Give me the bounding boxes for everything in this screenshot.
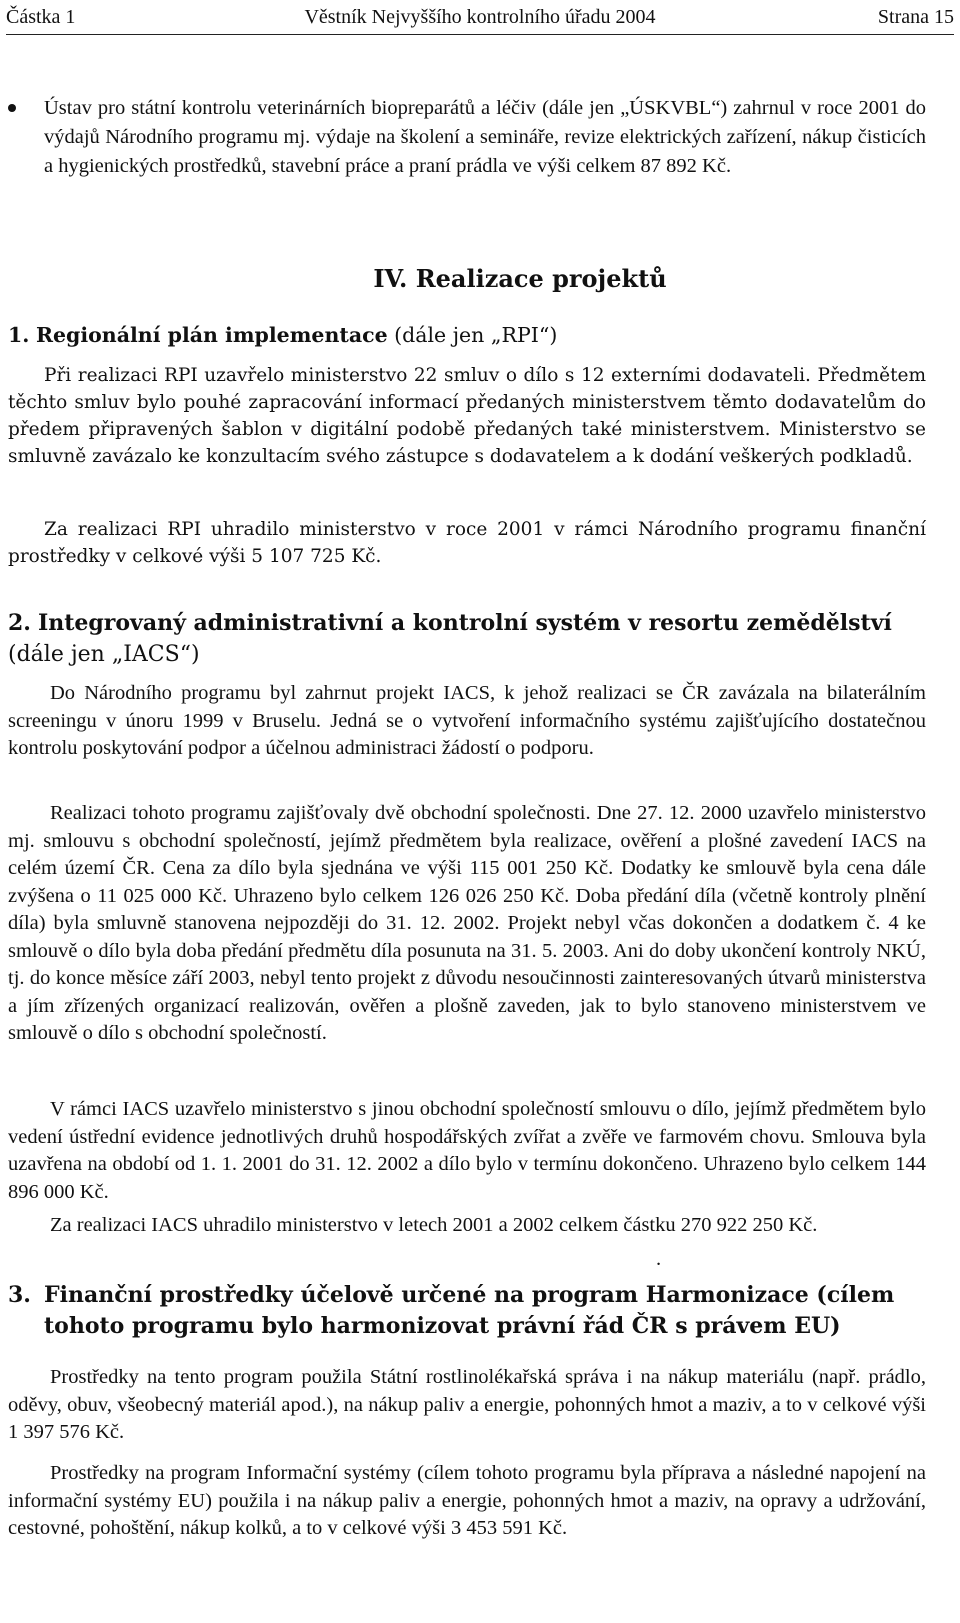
section-3-paragraph-1: Prostředky na tento program použila Státní rostlinolékařská správa i na nákup materiálu (např. prádlo, oděvy, obuv, všeobecný materiál apod.), na nákup paliv a energie, pohonných hmot a maziv, a to v celkové výši 1 397 576 Kč. bbox=[8, 1366, 926, 1443]
section-1-number: 1. bbox=[8, 323, 30, 347]
section-1-title-suffix: (dále jen „RPI“) bbox=[387, 323, 558, 347]
section-3-number: 3. bbox=[8, 1282, 31, 1308]
section-1-heading bbox=[8, 320, 926, 350]
section-title: IV. Realizace projektů bbox=[373, 264, 667, 293]
section-1-paragraph-1: Při realizaci RPI uzavřelo ministerstvo 22 smluv o dílo s 12 externími dodavateli. Předmětem těchto smluv bylo pouhé zapracování informací předaných ministerstvem těmto dodavatelům do předem připravených šablon v digitální podobě předaných také ministerstvem. Ministerstvo se smluvně zavázalo ke konzultacím svého zástupce s dodavatelem a k dodání veškerých podkladů. bbox=[8, 365, 926, 467]
section-2-number: 2. bbox=[8, 610, 31, 636]
section-3-title: Finanční prostředky účelově určené na program Harmonizace (cílem tohoto programu bylo harmonizovat právní řád ČR s právem EU) bbox=[44, 1282, 895, 1339]
section-2-paragraph-2: Realizaci tohoto programu zajišťovaly dvě obchodní společnosti. Dne 27. 12. 2000 uzavřelo ministerstvo mj. smlouvu s obchodní společností, jejímž předmětem byla realizace, ověření a plošné zavedení IACS na celém území ČR. Cena za dílo byla sjednána ve výši 115 001 250 Kč. Dodatky ke smlouvě byla cena dále zvýšena o 11 025 000 Kč. Uhrazeno bylo celkem 126 026 250 Kč. Doba předání díla (včetně kontroly plnění díla) byla smluvně stanovena nejpozději do 31. 12. 2002. Projekt nebyl včas dokončen a dodatkem č. 4 ke smlouvě o dílo byla doba předání předmětu díla posunuta na 31. 5. 2003. Ani do doby ukončení kontroly NKÚ, tj. do konce měsíce září 2003, nebyl tento projekt z důvodu nesoučinnosti zainteresovaných útvarů ministerstva a jím zřízených organizací realizován, ověřen a plošně zaveden, jak to bylo stanoveno ministerstvem ve smlouvě o dílo s obchodní společností. bbox=[8, 802, 926, 1044]
header-page-number: Strana 15 bbox=[877, 6, 954, 28]
section-1-title: Regionální plán implementace bbox=[35, 323, 388, 347]
section-2-paragraph-4: Za realizaci IACS uhradilo ministerstvo v letech 2001 a 2002 celkem částku 270 922 250 Kč. bbox=[50, 1214, 818, 1236]
section-1-paragraph-2: Za realizaci RPI uhradilo ministerstvo v roce 2001 v rámci Národního programu finanční prostředky v celkové výši 5 107 725 Kč. bbox=[8, 519, 926, 567]
section-2-heading bbox=[8, 608, 926, 670]
section-3-heading bbox=[8, 1280, 926, 1342]
stray-dot: . bbox=[656, 1248, 662, 1270]
section-3-paragraph-2: Prostředky na program Informační systémy (cílem tohoto programu byla příprava a následné napojení na informační systémy EU) použila i na nákup paliv a energie, pohonných hmot a maziv, na opravy a udržování, cestovné, pohoštění, nákup kolků, a to v celkové výši 3 453 591 Kč. bbox=[8, 1462, 926, 1539]
page-header bbox=[6, 4, 954, 35]
header-publication: Věstník Nejvyššího kontrolního úřadu 2004 bbox=[304, 6, 656, 28]
section-2-paragraph-1: Do Národního programu byl zahrnut projekt IACS, k jehož realizaci se ČR zavázala na bilaterálním screeningu v únoru 1999 v Bruselu. Jedná se o vytvoření informačního systému zajišťujícího dostatečnou kontrolu poskytování podpor a účelnou administraci žádostí o podporu. bbox=[8, 682, 926, 759]
section-2-title-suffix: (dále jen „IACS“) bbox=[8, 642, 200, 667]
header-issue: Částka 1 bbox=[6, 6, 76, 28]
section-2-title: Integrovaný administrativní a kontrolní systém v resortu zemědělství bbox=[37, 610, 892, 636]
bullet-icon bbox=[8, 104, 16, 112]
section-2-paragraph-3: V rámci IACS uzavřelo ministerstvo s jinou obchodní společností smlouvu o dílo, jejímž předmětem bylo vedení ústřední evidence jednotlivých druhů hospodářských zvířat a zvěře ve farmovém chovu. Smlouva byla uzavřena na období od 1. 1. 2001 do 31. 12. 2002 a dílo bylo v termínu dokončeno. Uhrazeno bylo celkem 144 896 000 Kč. bbox=[8, 1098, 926, 1203]
intro-bullet-paragraph: Ústav pro státní kontrolu veterinárních biopreparátů a léčiv (dále jen „ÚSKVBL“) zahrnul v roce 2001 do výdajů Národního programu mj. výdaje na školení a semináře, revize elektrických zařízení, nákup čisticích a hygienických prostředků, stavební práce a praní prádla ve výši celkem 87 892 Kč. bbox=[44, 97, 926, 177]
